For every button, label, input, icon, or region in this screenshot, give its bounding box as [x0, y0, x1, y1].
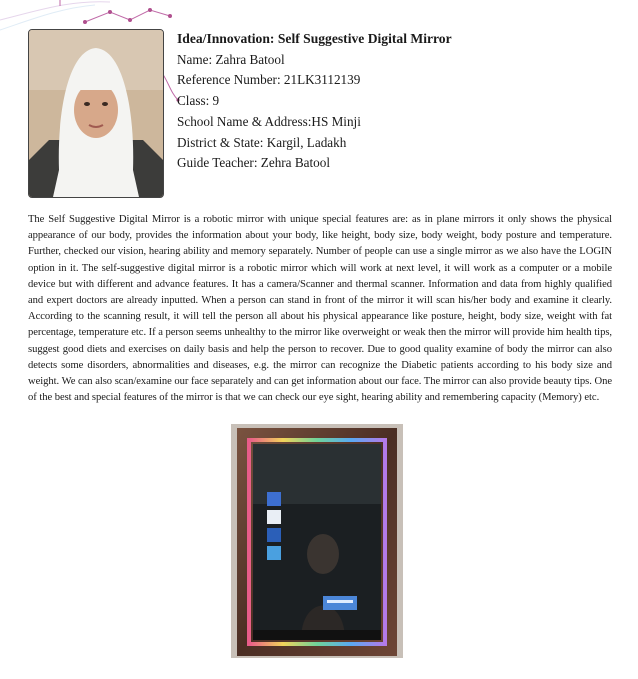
- guide-teacher: Guide Teacher: Zehra Batool: [177, 155, 330, 171]
- student-portrait-photo: [28, 29, 164, 198]
- student-name: Name: Zahra Batool: [177, 51, 285, 67]
- idea-title: Idea/Innovation: Self Suggestive Digital Mirror: [177, 31, 452, 46]
- reference-number: Reference Number: 21LK3112139: [177, 72, 361, 88]
- digital-mirror-photo: [231, 424, 403, 658]
- innovation-description: The Self Suggestive Digital Mirror is a robotic mirror with unique special features are: as in plane mirrors it only shows the physical appearance of our body, provides the information about your body, like height, body size, body weight, body posture and temperature. Further, checked our vision, hearing ability and memory separately. Number of people can use a single mirror as we also have the LOGIN option in it. The self-suggestive digital mirror is a robotic mirror which will work at next level, it will work as a computer or a mobile device but with different and advance features. It has a camera/Scanner and thermal scanner. Information and data from highly qualified and expert doctors are already inputted. When a person can stand in front of the mirror it will scan his/her body and examine it clearly. According to the scanning result, it will tell the person all about his physical appearance like posture, height, body size, weight with fat percentage, temperature etc. If a person seems unhealthy to the mirror like overweight or weak then the mirror will provide him health tips, suggest good diets and exercises on daily basis and help the person to recover. Due to good quality examine of body the mirror can also detects some disorders, abnormalities and diseases, e.g. the mirror can recognize the Diabetic patients according to his body size and weight. We can also scan/examine our face separately and can get information about our face. The mirror can also provide beauty tips. One of the best and special features of the mirror is that we can check our eye sight, hearing ability and remembering capacity (Memory) etc.: [28, 214, 612, 404]
- district-state: District & State: Kargil, Ladakh: [177, 134, 347, 150]
- school-name-address: School Name & Address:HS Minji: [177, 113, 361, 129]
- student-details: [177, 29, 452, 174]
- student-class: Class: 9: [177, 93, 220, 109]
